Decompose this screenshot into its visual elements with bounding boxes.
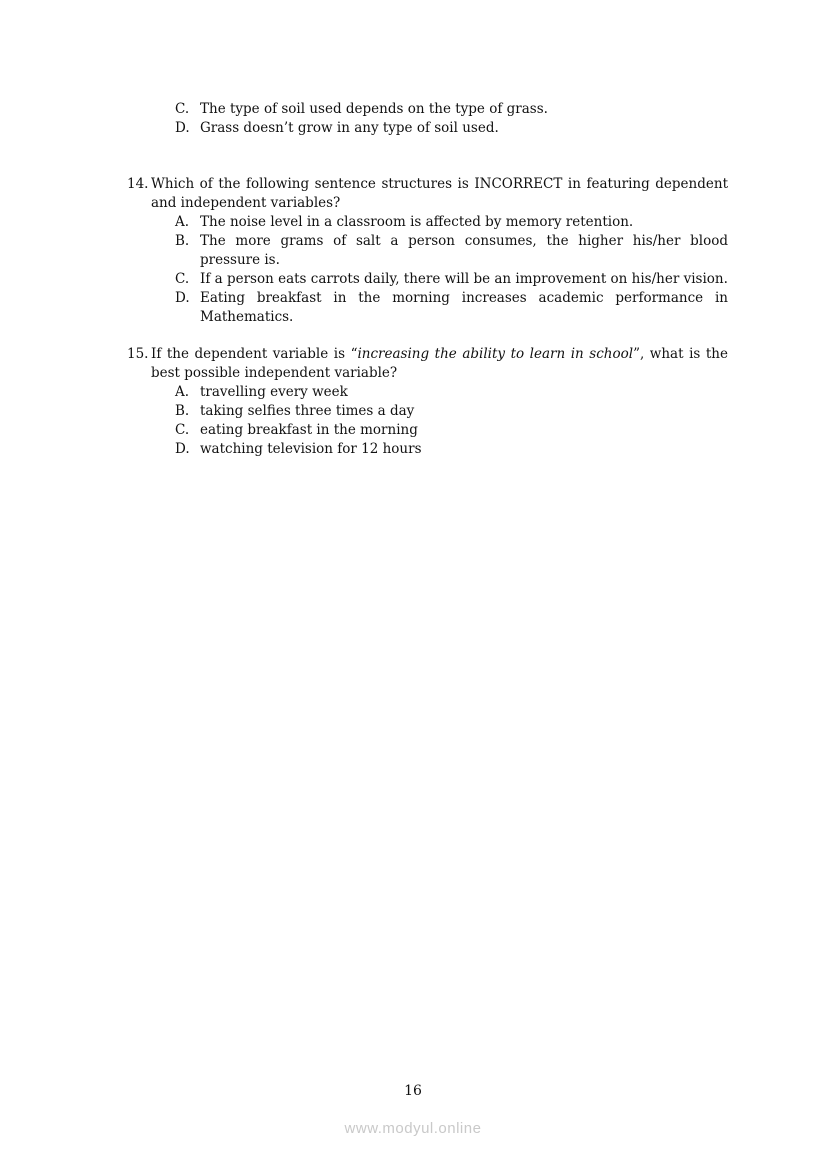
option-text: The noise level in a classroom is affected by memory retention. — [200, 214, 634, 230]
question-text-italic: increasing the ability to learn in school — [357, 346, 634, 362]
option-letter: C. — [175, 101, 190, 117]
watermark-text: www.modyul.online — [344, 1120, 482, 1137]
question-14-options — [175, 213, 728, 327]
question-15-options — [175, 383, 728, 459]
option-text: travelling every week — [200, 384, 348, 400]
option-row — [175, 213, 728, 232]
question-text-suffix: ”, what is the best possible independent variable? — [151, 346, 728, 381]
question-15-stem — [127, 345, 728, 383]
option-row — [175, 270, 728, 289]
option-letter: D. — [175, 290, 190, 306]
question-text-prefix: If the dependent variable is “ — [151, 346, 358, 362]
option-letter: B. — [175, 233, 190, 249]
option-text: eating breakfast in the morning — [200, 422, 418, 438]
option-text: The more grams of salt a person consumes, the higher his/her blood pressure is. — [200, 233, 728, 268]
question-13-options — [175, 100, 728, 138]
question-number: 15. — [127, 346, 149, 362]
option-text: watching television for 12 hours — [200, 441, 422, 457]
option-text: Grass doesn’t grow in any type of soil used. — [200, 120, 499, 136]
question-text — [151, 345, 728, 383]
option-letter: D. — [175, 120, 190, 136]
option-letter: A. — [175, 214, 190, 230]
option-letter: C. — [175, 271, 190, 287]
page-content — [127, 100, 728, 459]
question-14-stem — [127, 175, 728, 213]
option-row — [175, 383, 728, 402]
option-row — [175, 289, 728, 327]
option-letter: A. — [175, 384, 190, 400]
option-row — [175, 421, 728, 440]
option-letter: D. — [175, 441, 190, 457]
option-row — [175, 119, 728, 138]
question-14 — [127, 175, 728, 327]
page-number: 16 — [404, 1083, 422, 1099]
question-15 — [127, 345, 728, 459]
option-letter: B. — [175, 403, 190, 419]
option-row — [175, 100, 728, 119]
option-row — [175, 440, 728, 459]
option-text: If a person eats carrots daily, there will be an improvement on his/her vision. — [200, 271, 728, 287]
question-number: 14. — [127, 176, 149, 192]
option-row — [175, 402, 728, 421]
option-text: taking selfies three times a day — [200, 403, 415, 419]
option-row — [175, 232, 728, 270]
question-text: Which of the following sentence structures is INCORRECT in featuring dependent and independent variables? — [151, 176, 728, 211]
option-text: The type of soil used depends on the type of grass. — [200, 101, 548, 117]
option-text: Eating breakfast in the morning increases academic performance in Mathematics. — [200, 290, 728, 325]
option-letter: C. — [175, 422, 190, 438]
